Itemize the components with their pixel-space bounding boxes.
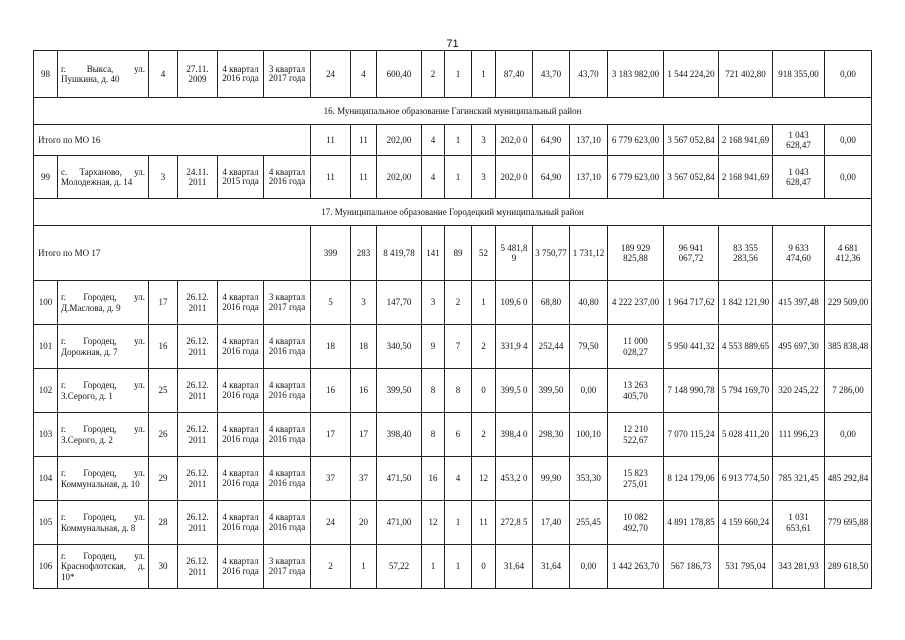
table-row	[34, 369, 872, 413]
cost-region: 83 355 283,56	[719, 226, 773, 281]
premises-total: 141	[422, 226, 445, 281]
row-number: 106	[34, 545, 58, 589]
planned-quarter: 4 квартал 2016 года	[218, 281, 264, 325]
premises-total: 16	[422, 457, 445, 501]
row-number: 103	[34, 413, 58, 457]
area-municipal: 353,30	[570, 457, 608, 501]
premises-private: 1	[445, 125, 472, 156]
premises-total: 2	[422, 51, 445, 98]
premises-private: 6	[445, 413, 472, 457]
area-private: 31,64	[533, 545, 570, 589]
residents-resettled: 3	[351, 281, 377, 325]
section-row	[34, 199, 872, 226]
area-total: 31,64	[496, 545, 533, 589]
cost-total: 1 442 263,70	[608, 545, 664, 589]
recognition-date: 26.12. 2011	[178, 369, 218, 413]
cost-local: 1 043 628,47	[773, 156, 825, 199]
cost-region: 2 168 941,69	[719, 156, 773, 199]
address: г. Городец, ул. З.Серого, д. 1	[58, 369, 149, 413]
cost-fund: 3 567 052,84	[664, 156, 719, 199]
premises-total: 8	[422, 369, 445, 413]
recognition-date: 24.11. 2011	[178, 156, 218, 199]
premises-private: 1	[445, 156, 472, 199]
cost-extra: 0,00	[825, 413, 872, 457]
premises-private: 2	[445, 281, 472, 325]
cost-extra: 485 292,84	[825, 457, 872, 501]
total-area: 202,00	[377, 156, 422, 199]
cost-fund: 4 891 178,85	[664, 501, 719, 545]
doc-number: 29	[149, 457, 178, 501]
area-private: 99,90	[533, 457, 570, 501]
residents-resettled: 283	[351, 226, 377, 281]
planned-quarter: 4 квартал 2016 года	[218, 545, 264, 589]
section-heading: 17. Муниципальное образование Городецкий муниципальный район	[34, 199, 872, 226]
area-total: 109,6 0	[496, 281, 533, 325]
residents-resettled: 4	[351, 51, 377, 98]
premises-total: 1	[422, 545, 445, 589]
cost-region: 6 913 774,50	[719, 457, 773, 501]
cost-fund: 567 186,73	[664, 545, 719, 589]
cost-extra: 229 509,00	[825, 281, 872, 325]
cost-region: 5 028 411,20	[719, 413, 773, 457]
recognition-date: 26.12. 2011	[178, 501, 218, 545]
planned-quarter: 4 квартал 2016 года	[218, 369, 264, 413]
residents-count: 399	[311, 226, 351, 281]
cost-local: 785 321,45	[773, 457, 825, 501]
area-municipal: 40,80	[570, 281, 608, 325]
cost-region: 4 159 660,24	[719, 501, 773, 545]
total-area: 57,22	[377, 545, 422, 589]
demolition-quarter: 4 квартал 2016 года	[264, 325, 311, 369]
cost-total: 3 183 982,00	[608, 51, 664, 98]
cost-extra: 779 695,88	[825, 501, 872, 545]
cost-fund: 1 964 717,62	[664, 281, 719, 325]
total-area: 340,50	[377, 325, 422, 369]
row-number: 104	[34, 457, 58, 501]
residents-resettled: 20	[351, 501, 377, 545]
cost-extra: 289 618,50	[825, 545, 872, 589]
cost-local: 918 355,00	[773, 51, 825, 98]
planned-quarter: 4 квартал 2016 года	[218, 51, 264, 98]
cost-region: 5 794 169,70	[719, 369, 773, 413]
table-row	[34, 413, 872, 457]
cost-extra: 385 838,48	[825, 325, 872, 369]
residents-count: 24	[311, 51, 351, 98]
cost-region: 4 553 889,65	[719, 325, 773, 369]
total-area: 399,50	[377, 369, 422, 413]
residents-resettled: 18	[351, 325, 377, 369]
area-municipal: 0,00	[570, 369, 608, 413]
cost-extra: 4 681 412,36	[825, 226, 872, 281]
page-number: 71	[446, 38, 459, 50]
planned-quarter: 4 квартал 2015 года	[218, 156, 264, 199]
cost-total: 13 263 405,70	[608, 369, 664, 413]
total-area: 600,40	[377, 51, 422, 98]
cost-total: 189 929 825,88	[608, 226, 664, 281]
doc-number: 17	[149, 281, 178, 325]
cost-local: 111 996,23	[773, 413, 825, 457]
area-private: 68,80	[533, 281, 570, 325]
address: г. Городец, ул. Д.Маслова, д. 9	[58, 281, 149, 325]
address: г. Городец, ул. Коммунальная, д. 8	[58, 501, 149, 545]
cost-local: 320 245,22	[773, 369, 825, 413]
cost-region: 2 168 941,69	[719, 125, 773, 156]
total-row	[34, 125, 872, 156]
area-total: 453,2 0	[496, 457, 533, 501]
cost-local: 9 633 474,60	[773, 226, 825, 281]
total-row	[34, 226, 872, 281]
premises-total: 12	[422, 501, 445, 545]
address: г. Городец, ул. Краснофлотская, д. 10*	[58, 545, 149, 589]
premises-municipal: 0	[472, 545, 496, 589]
demolition-quarter: 4 квартал 2016 года	[264, 501, 311, 545]
area-total: 87,40	[496, 51, 533, 98]
premises-municipal: 1	[472, 51, 496, 98]
total-area: 398,40	[377, 413, 422, 457]
address: г. Городец, ул. З.Серого, д. 2	[58, 413, 149, 457]
premises-municipal: 3	[472, 156, 496, 199]
demolition-quarter: 4 квартал 2016 года	[264, 156, 311, 199]
area-private: 64,90	[533, 125, 570, 156]
table-row	[34, 281, 872, 325]
area-municipal: 0,00	[570, 545, 608, 589]
planned-quarter: 4 квартал 2016 года	[218, 457, 264, 501]
area-total: 398,4 0	[496, 413, 533, 457]
premises-municipal: 2	[472, 325, 496, 369]
premises-private: 1	[445, 51, 472, 98]
cost-extra: 0,00	[825, 125, 872, 156]
area-total: 399,5 0	[496, 369, 533, 413]
doc-number: 30	[149, 545, 178, 589]
area-municipal: 79,50	[570, 325, 608, 369]
row-number: 101	[34, 325, 58, 369]
premises-private: 8	[445, 369, 472, 413]
planned-quarter: 4 квартал 2016 года	[218, 325, 264, 369]
cost-fund: 8 124 179,06	[664, 457, 719, 501]
address: с. Тарханово, ул. Молодежная, д. 14	[58, 156, 149, 199]
total-label: Итого по МО 16	[34, 125, 311, 156]
area-total: 331,9 4	[496, 325, 533, 369]
premises-municipal: 0	[472, 369, 496, 413]
recognition-date: 27.11. 2009	[178, 51, 218, 98]
recognition-date: 26.12. 2011	[178, 325, 218, 369]
recognition-date: 26.12. 2011	[178, 413, 218, 457]
cost-total: 6 779 623,00	[608, 156, 664, 199]
area-municipal: 1 731,12	[570, 226, 608, 281]
cost-total: 6 779 623,00	[608, 125, 664, 156]
row-number: 99	[34, 156, 58, 199]
total-area: 471,00	[377, 501, 422, 545]
premises-private: 4	[445, 457, 472, 501]
residents-count: 37	[311, 457, 351, 501]
table-row	[34, 457, 872, 501]
premises-private: 89	[445, 226, 472, 281]
area-private: 3 750,77	[533, 226, 570, 281]
premises-private: 1	[445, 501, 472, 545]
planned-quarter: 4 квартал 2016 года	[218, 413, 264, 457]
premises-municipal: 52	[472, 226, 496, 281]
cost-total: 15 823 275,01	[608, 457, 664, 501]
table-row	[34, 501, 872, 545]
table-row	[34, 156, 872, 199]
total-area: 202,00	[377, 125, 422, 156]
row-number: 98	[34, 51, 58, 98]
cost-fund: 7 148 990,78	[664, 369, 719, 413]
premises-municipal: 12	[472, 457, 496, 501]
residents-count: 2	[311, 545, 351, 589]
residents-count: 11	[311, 125, 351, 156]
demolition-quarter: 3 квартал 2017 года	[264, 51, 311, 98]
demolition-quarter: 4 квартал 2016 года	[264, 369, 311, 413]
row-number: 105	[34, 501, 58, 545]
total-area: 471,50	[377, 457, 422, 501]
area-municipal: 100,10	[570, 413, 608, 457]
housing-program-table	[33, 50, 872, 589]
cost-extra: 0,00	[825, 156, 872, 199]
premises-total: 3	[422, 281, 445, 325]
cost-fund: 5 950 441,32	[664, 325, 719, 369]
address: г. Городец, ул. Коммунальная, д. 10	[58, 457, 149, 501]
doc-number: 28	[149, 501, 178, 545]
area-total: 5 481,8 9	[496, 226, 533, 281]
doc-number: 25	[149, 369, 178, 413]
premises-municipal: 3	[472, 125, 496, 156]
residents-count: 5	[311, 281, 351, 325]
total-area: 147,70	[377, 281, 422, 325]
cost-extra: 0,00	[825, 51, 872, 98]
table-row	[34, 545, 872, 589]
area-private: 43,70	[533, 51, 570, 98]
residents-resettled: 37	[351, 457, 377, 501]
premises-private: 7	[445, 325, 472, 369]
premises-total: 8	[422, 413, 445, 457]
area-private: 17,40	[533, 501, 570, 545]
cost-fund: 7 070 115,24	[664, 413, 719, 457]
demolition-quarter: 4 квартал 2016 года	[264, 457, 311, 501]
premises-private: 1	[445, 545, 472, 589]
premises-total: 9	[422, 325, 445, 369]
row-number: 102	[34, 369, 58, 413]
area-private: 64,90	[533, 156, 570, 199]
area-private: 252,44	[533, 325, 570, 369]
residents-resettled: 11	[351, 156, 377, 199]
planned-quarter: 4 квартал 2016 года	[218, 501, 264, 545]
cost-local: 343 281,93	[773, 545, 825, 589]
premises-municipal: 1	[472, 281, 496, 325]
cost-total: 4 222 237,00	[608, 281, 664, 325]
address: г. Городец, ул. Дорожная, д. 7	[58, 325, 149, 369]
cost-region: 1 842 121,90	[719, 281, 773, 325]
cost-total: 11 000 028,27	[608, 325, 664, 369]
cost-extra: 7 286,00	[825, 369, 872, 413]
cost-total: 12 210 522,67	[608, 413, 664, 457]
cost-fund: 96 941 067,72	[664, 226, 719, 281]
demolition-quarter: 3 квартал 2017 года	[264, 545, 311, 589]
doc-number: 4	[149, 51, 178, 98]
table-row	[34, 325, 872, 369]
residents-resettled: 1	[351, 545, 377, 589]
area-municipal: 137,10	[570, 156, 608, 199]
cost-total: 10 082 492,70	[608, 501, 664, 545]
residents-count: 24	[311, 501, 351, 545]
cost-local: 1 043 628,47	[773, 125, 825, 156]
residents-resettled: 17	[351, 413, 377, 457]
premises-municipal: 11	[472, 501, 496, 545]
section-heading: 16. Муниципальное образование Гагинский муниципальный район	[34, 98, 872, 125]
recognition-date: 26.12. 2011	[178, 281, 218, 325]
doc-number: 26	[149, 413, 178, 457]
area-private: 298,30	[533, 413, 570, 457]
doc-number: 16	[149, 325, 178, 369]
area-total: 202,0 0	[496, 125, 533, 156]
residents-resettled: 11	[351, 125, 377, 156]
residents-count: 11	[311, 156, 351, 199]
area-private: 399,50	[533, 369, 570, 413]
premises-municipal: 2	[472, 413, 496, 457]
table-row	[34, 51, 872, 98]
residents-count: 16	[311, 369, 351, 413]
area-municipal: 43,70	[570, 51, 608, 98]
recognition-date: 26.12. 2011	[178, 457, 218, 501]
residents-count: 17	[311, 413, 351, 457]
cost-region: 531 795,04	[719, 545, 773, 589]
cost-fund: 3 567 052,84	[664, 125, 719, 156]
section-row	[34, 98, 872, 125]
cost-local: 415 397,48	[773, 281, 825, 325]
demolition-quarter: 4 квартал 2016 года	[264, 413, 311, 457]
cost-region: 721 402,80	[719, 51, 773, 98]
cost-local: 495 697,30	[773, 325, 825, 369]
cost-local: 1 031 653,61	[773, 501, 825, 545]
residents-resettled: 16	[351, 369, 377, 413]
premises-total: 4	[422, 156, 445, 199]
doc-number: 3	[149, 156, 178, 199]
recognition-date: 26.12. 2011	[178, 545, 218, 589]
area-total: 202,0 0	[496, 156, 533, 199]
area-municipal: 255,45	[570, 501, 608, 545]
cost-fund: 1 544 224,20	[664, 51, 719, 98]
area-municipal: 137,10	[570, 125, 608, 156]
premises-total: 4	[422, 125, 445, 156]
area-total: 272,8 5	[496, 501, 533, 545]
total-area: 8 419,78	[377, 226, 422, 281]
address: г. Выкса, ул. Пушкина, д. 40	[58, 51, 149, 98]
row-number: 100	[34, 281, 58, 325]
residents-count: 18	[311, 325, 351, 369]
demolition-quarter: 3 квартал 2017 года	[264, 281, 311, 325]
total-label: Итого по МО 17	[34, 226, 311, 281]
